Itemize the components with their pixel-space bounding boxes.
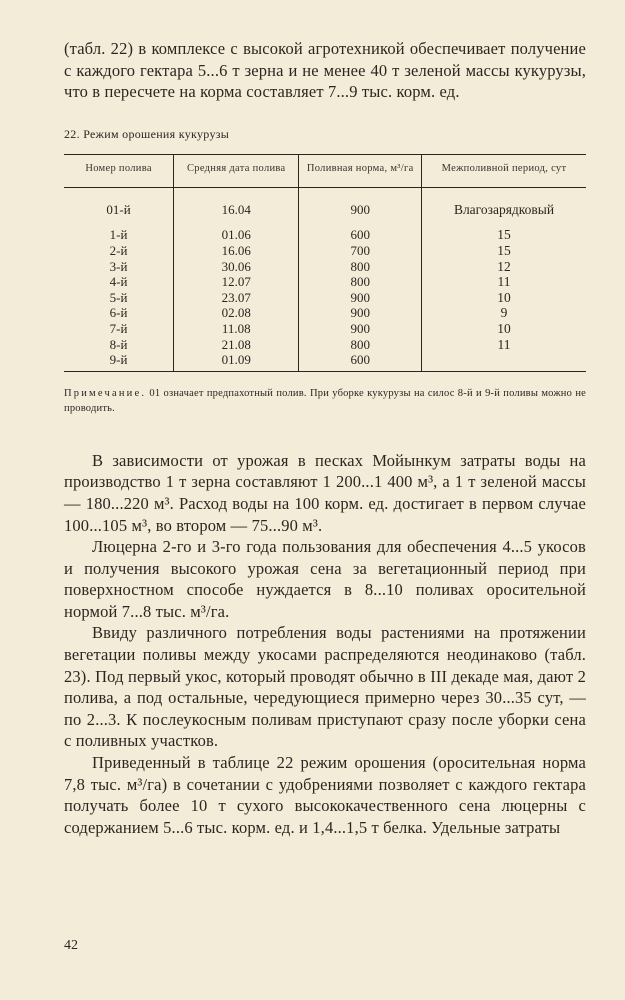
irrigation-interval: 12 [422,259,586,275]
irrigation-number: 5-й [109,289,128,305]
table-header-row [64,154,586,187]
table-note [64,386,586,416]
table-row [64,352,586,371]
irrigation-norm: 900 [299,187,422,227]
column-header: Межполивной период, сут [422,154,586,187]
irrigation-number: 7-й [109,320,128,336]
irrigation-interval: 15 [422,227,586,243]
irrigation-norm: 800 [299,274,422,290]
irrigation-interval: Влагозарядковый [422,187,586,227]
table-row [64,259,586,275]
table-caption: 22. Режим орошения кукурузы [64,126,230,141]
table-row [64,290,586,306]
irrigation-interval: 10 [422,321,586,337]
irrigation-norm: 600 [299,227,422,243]
irrigation-number: 01-й [106,201,131,217]
column-header: Поливная норма, м³/га [299,154,422,187]
irrigation-interval [422,352,586,371]
irrigation-interval: 10 [422,290,586,306]
table-row [64,305,586,321]
irrigation-number: 3-й [109,258,128,274]
note-text: 01 означает предпахотный полив. При уборке кукурузы на силос 8-й и 9-й поливы можно не проводить. [64,387,587,414]
table-row [64,227,586,243]
table-row [64,243,586,259]
irrigation-number: 1-й [109,227,128,243]
irrigation-date: 16.06 [174,243,299,259]
page-number: 42 [64,938,78,953]
irrigation-date: 12.07 [174,274,299,290]
irrigation-date: 11.08 [174,321,299,337]
irrigation-norm: 600 [299,352,422,371]
irrigation-number: 6-й [109,305,128,321]
intro-paragraph: (табл. 22) в комплексе с высокой агротехникой обеспечивает получение с каждого гектара 5...6 т зерна и не менее 40 т зеленой массы кукурузы, что в пересчете на корма составляет 7...9 тыс. корм. ед. [64,39,586,102]
table-row [64,321,586,337]
irrigation-date: 21.08 [174,337,299,353]
irrigation-number: 9-й [109,352,128,368]
irrigation-number: 4-й [109,274,128,290]
irrigation-number: 8-й [109,336,128,352]
table-row [64,187,586,227]
irrigation-norm: 900 [299,321,422,337]
irrigation-interval: 15 [422,243,586,259]
irrigation-norm: 800 [299,337,422,353]
irrigation-date: 23.07 [174,290,299,306]
irrigation-norm: 900 [299,290,422,306]
irrigation-interval: 9 [422,305,586,321]
irrigation-table [64,154,586,372]
irrigation-date: 01.06 [174,227,299,243]
body-paragraph: Люцерна 2-го и 3-го года пользования для обеспечения 4...5 укосов и получения высокого урожая сена за вегетационный период при поверхностном способе нуждается в 8...10 поливах оросительной нормой 7...8 тыс. м³/га. [64,537,586,621]
page-content [64,38,586,838]
irrigation-norm: 700 [299,243,422,259]
table-row [64,274,586,290]
irrigation-number: 2-й [109,242,128,258]
column-header: Номер полива [64,154,174,187]
body-paragraph: В зависимости от урожая в песках Мойынкум затраты воды на производство 1 т зерна составляют 1 200...1 400 м³, а 1 т зеленой массы — 180...220 м³. Расход воды на 100 корм. ед. достигает в первом случае 100...105 м³, во втором — 75...90 м³. [64,450,586,535]
irrigation-date: 30.06 [174,259,299,275]
irrigation-interval: 11 [422,274,586,290]
irrigation-date: 16.04 [174,187,299,227]
irrigation-norm: 800 [299,259,422,275]
note-label: Примечание. [64,387,147,399]
irrigation-date: 01.09 [174,352,299,371]
column-header: Средняя дата полива [174,154,299,187]
irrigation-date: 02.08 [174,305,299,321]
irrigation-norm: 900 [299,305,422,321]
irrigation-interval: 11 [422,337,586,353]
body-paragraph: Приведенный в таблице 22 режим орошения (оросительная норма 7,8 тыс. м³/га) в сочетании с удобрениями позволяет с каждого гектара получать более 10 т сухого высококачественного сена люцерны с содержанием 5...6 тыс. корм. ед. и 1,4...1,5 т белка. Удельные затраты [64,753,586,837]
body-paragraph: Ввиду различного потребления воды растениями на протяжении вегетации поливы между укосами распределяются неодинаково (табл. 23). Под первый укос, который проводят обычно в III декаде мая, дают 2 полива, а под остальные, чередующиеся примерно через 30...35 сут, — по 2...3. К послеукосным поливам приступают сразу после уборки сена с поливных участков. [64,623,586,751]
table-row [64,337,586,353]
